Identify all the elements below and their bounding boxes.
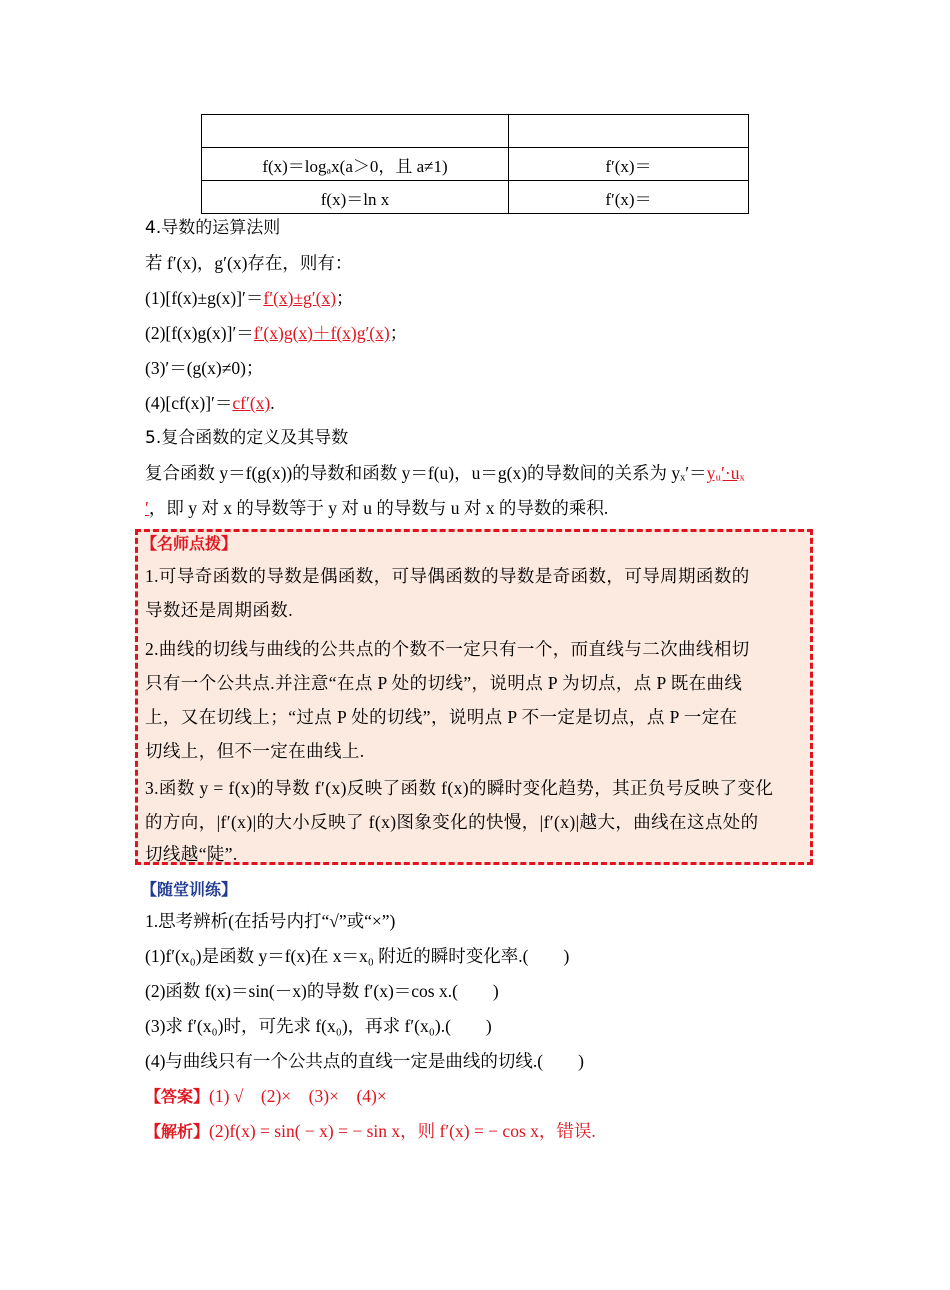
table-cell-function [202, 115, 509, 148]
teacher-tip-title: 【名师点拨】 [141, 534, 238, 553]
composite-line-2-text: ，即 y 对 x 的导数等于 y 对 u 的导数与 u 对 x 的导数的乘积. [148, 498, 609, 518]
rule-4 [145, 391, 275, 415]
composite-line-1 [145, 461, 745, 485]
tip-line: 导数还是周期函数. [145, 600, 293, 620]
table-cell-derivative: f′(x)＝ [509, 181, 749, 214]
derivative-formula-table [201, 114, 749, 214]
table-cell-function: f(x)＝ln x [202, 181, 509, 214]
table-row [202, 148, 749, 181]
answer-label: 【答案】 [145, 1087, 210, 1106]
table-row [202, 181, 749, 214]
rule-2-suffix: ； [389, 323, 408, 343]
tip-line: 上，又在切线上；“过点 P 处的切线”，说明点 P 不一定是切点，点 P 一定在 [145, 707, 738, 727]
rules-heading: 4.导数的运算法则 [145, 218, 281, 238]
tip-line: 1.可导奇函数的导数是偶函数，可导偶函数的导数是奇函数，可导周期函数的 [145, 566, 750, 586]
answer-text: (1) √ (2)× (3)× (4)× [209, 1086, 387, 1106]
composite-heading: 5.复合函数的定义及其导数 [145, 428, 349, 448]
table-row [202, 115, 749, 148]
rule-3: (3)′＝(g(x)≠0)； [145, 358, 264, 378]
table-cell-function: f(x)＝logₐx(a＞0，且 a≠1) [202, 148, 509, 181]
table-cell-derivative: f′(x)＝ [509, 148, 749, 181]
tip-line: 切线上，但不一定在曲线上. [145, 741, 365, 761]
rule-1 [145, 286, 354, 310]
rules-intro: 若 f′(x)，g′(x)存在，则有： [145, 253, 353, 273]
tip-line: 只有一个公共点.并注意“在点 P 处的切线”，说明点 P 为切点，点 P 既在曲线 [145, 673, 743, 693]
rule-2-answer: f′(x)g(x)＋f(x)g′(x) [253, 323, 390, 343]
rule-4-answer: cf′(x) [232, 393, 271, 413]
tip-line: 切线越“陡”. [145, 844, 238, 864]
analysis-line [145, 1119, 596, 1144]
rule-2 [145, 321, 407, 345]
practice-question-intro: 1.思考辨析(在括号内打“√”或“×”) [145, 911, 396, 931]
rule-1-answer: f′(x)±g′(x) [263, 288, 337, 308]
tip-line: 2.曲线的切线与曲线的公共点的个数不一定只有一个，而直线与二次曲线相切 [145, 639, 750, 659]
rule-1-prefix: (1)[f(x)±g(x)]′＝ [145, 288, 264, 308]
practice-item: (3)求 f′(x₀)时，可先求 f(x₀)，再求 f′(x₀).( ) [145, 1016, 492, 1036]
tip-line: 3.函数 y = f(x)的导数 f′(x)反映了函数 f(x)的瞬时变化趋势，其正负号反映了变化 [145, 778, 774, 798]
answer-line [145, 1084, 387, 1109]
rule-4-prefix: (4)[cf(x)]′＝ [145, 393, 233, 413]
table-cell-derivative [509, 115, 749, 148]
rule-4-suffix: . [270, 393, 275, 413]
rule-1-suffix: ； [336, 288, 354, 308]
composite-answer-tail: ′ [145, 498, 149, 518]
composite-answer: yᵤ′·uₓ [706, 463, 745, 483]
composite-line-2 [145, 496, 608, 520]
practice-item: (2)函数 f(x)＝sin(－x)的导数 f′(x)＝cos x.( ) [145, 981, 499, 1001]
practice-item: (4)与曲线只有一个公共点的直线一定是曲线的切线.( ) [145, 1051, 584, 1071]
analysis-label: 【解析】 [145, 1122, 210, 1141]
analysis-text: (2)f(x) = sin( − x) = − sin x，则 f′(x) = − cos x，错误. [209, 1121, 596, 1141]
practice-item: (1)f′(x₀)是函数 y＝f(x)在 x＝x₀ 附近的瞬时变化率.( ) [145, 946, 570, 966]
tip-line: 的方向，|f′(x)|的大小反映了 f(x)图象变化的快慢，|f′(x)|越大，曲线在这点处的 [145, 812, 759, 832]
practice-title: 【随堂训练】 [141, 880, 238, 899]
composite-line-1-text: 复合函数 y＝f(g(x))的导数和函数 y＝f(u)，u＝g(x)的导数间的关系为 yₓ′＝ [145, 463, 707, 483]
rule-2-prefix: (2)[f(x)g(x)]′＝ [145, 323, 254, 343]
